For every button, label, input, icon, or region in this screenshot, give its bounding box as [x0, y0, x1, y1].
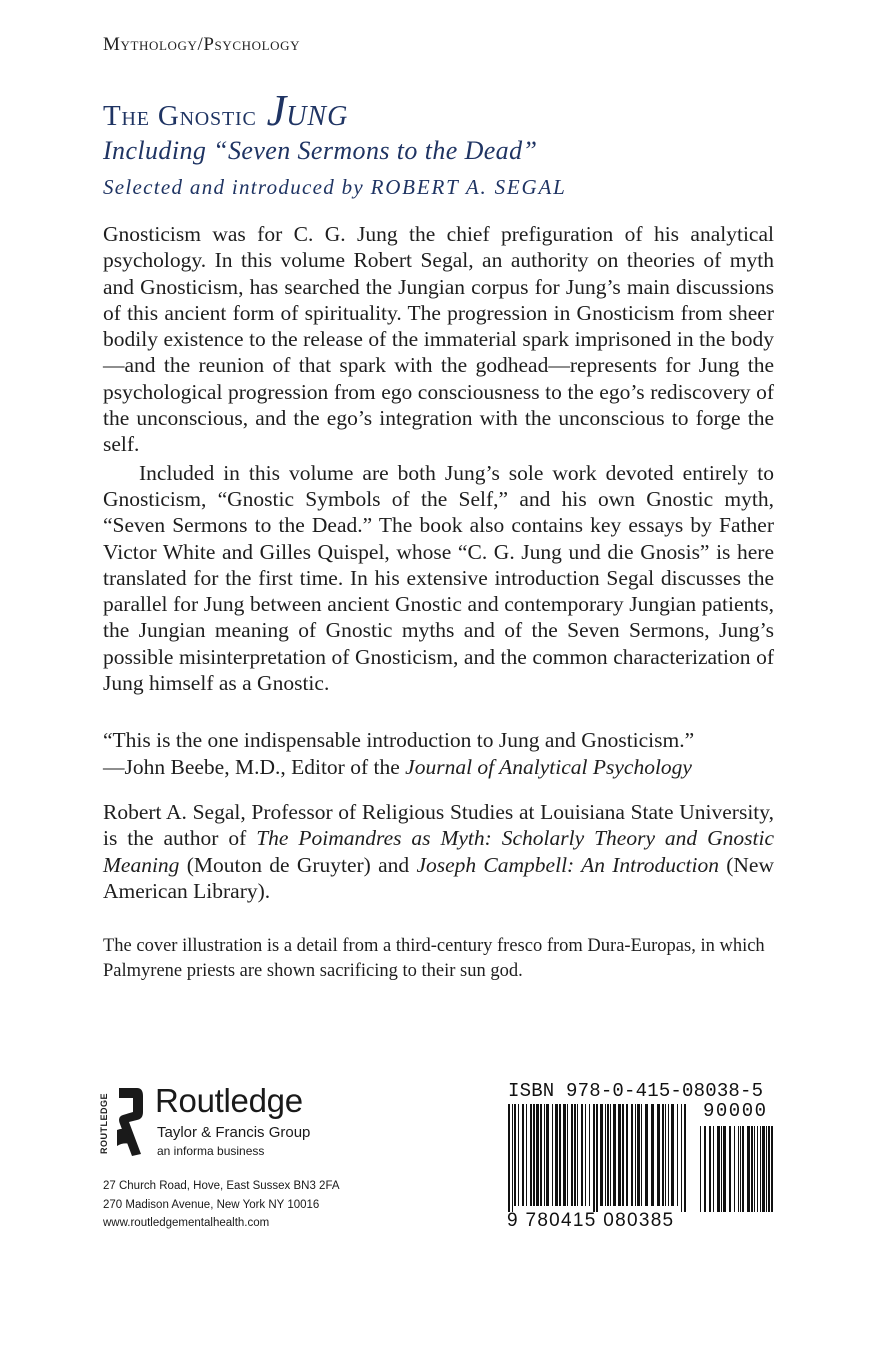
addon-bar [760, 1126, 761, 1212]
book-title [103, 86, 803, 136]
barcode-bar [593, 1104, 595, 1212]
addon-bar [717, 1126, 720, 1212]
barcode-bar [526, 1104, 527, 1206]
barcode-bar [571, 1104, 573, 1206]
addon-label: 90000 [703, 1100, 768, 1122]
publisher-group: Taylor & Francis Group [157, 1124, 311, 1141]
routledge-logo-icon [115, 1086, 145, 1158]
barcode-bar [668, 1104, 669, 1206]
barcode-bar [581, 1104, 583, 1206]
book-subtitle: Including “Seven Sermons to the Dead” [103, 136, 538, 165]
author-bio-text-3: (New American Library). [103, 852, 774, 903]
barcode-bar [607, 1104, 609, 1206]
barcode-bar [665, 1104, 666, 1206]
barcode-bar [589, 1104, 590, 1206]
barcode-bar [567, 1104, 568, 1206]
endorsement-attribution: —John Beebe, M.D., Editor of the [103, 754, 400, 779]
addon-bar [709, 1126, 711, 1212]
addon-bar [713, 1126, 714, 1212]
barcode-bar [651, 1104, 654, 1206]
addon-bar [742, 1126, 744, 1212]
editor-prefix: Selected and introduced by [103, 175, 365, 199]
barcode-bar [552, 1104, 553, 1206]
barcode-bar [662, 1104, 664, 1206]
barcode-bar [637, 1104, 640, 1206]
description [103, 221, 774, 696]
description-paragraph-1: Gnosticism was for C. G. Jung the chief prefiguration of his analytical psychology. In this volume Robert Segal, an authority on theories of myth and Gnosticism, has searched the Jungian corpus for Jung’s main discussions of this ancient form of spirituality. The progression in Gnosticism from sheer bodily existence to the release of the immaterial spark imprisoned in the body—and the reunion of that spark with the godhead—represents for Jung the psychological progression from ego consciousness to the ego’s rediscovery of the unconscious, and the ego’s integration with the unconscious to forge the self. [103, 222, 774, 457]
cover-note: The cover illustration is a detail from a third-century fresco from Dura-Europas, in which Palmyrene priests are shown sacrificing to their sun god. [103, 936, 765, 981]
title-rest: UNG [286, 101, 349, 132]
addon-bar [738, 1126, 739, 1212]
barcode-bar [508, 1104, 510, 1212]
barcode-bars [504, 1104, 784, 1222]
barcode-bar [671, 1104, 674, 1206]
addon-bar [734, 1126, 735, 1212]
barcode-bar [684, 1104, 686, 1212]
addon-bar [723, 1126, 726, 1212]
barcode-bar [635, 1104, 636, 1206]
publisher-website: www.routledgementalhealth.com [103, 1217, 270, 1229]
author-bio-book-2: Joseph Campbell: An Introduction [416, 852, 719, 877]
barcode-bar [574, 1104, 576, 1206]
title-prefix: The Gnostic [103, 100, 257, 132]
addon-bar [768, 1126, 770, 1212]
barcode-bar [645, 1104, 648, 1206]
barcode-bar [596, 1104, 598, 1212]
barcode [504, 1080, 784, 1240]
addon-bar [729, 1126, 731, 1212]
barcode-bar [677, 1104, 678, 1206]
barcode-bar [657, 1104, 660, 1206]
addon-bar [762, 1126, 765, 1212]
endorsement-quote: “This is the one indispensable introduction to Jung and Gnosticism.” [103, 728, 695, 752]
barcode-bar [514, 1104, 516, 1206]
barcode-bar [577, 1104, 578, 1206]
barcode-bar [530, 1104, 532, 1206]
barcode-bar [536, 1104, 539, 1206]
publisher-name: Routledge [155, 1082, 303, 1119]
barcode-bar [631, 1104, 633, 1206]
barcode-bar [605, 1104, 606, 1206]
addon-bar [740, 1126, 741, 1212]
barcode-bar [600, 1104, 603, 1206]
barcode-bar [555, 1104, 558, 1206]
barcode-bar [522, 1104, 524, 1206]
barcode-bar [641, 1104, 642, 1206]
address-line-1: 27 Church Road, Hove, East Sussex BN3 2FA [103, 1180, 340, 1192]
barcode-bar [512, 1104, 513, 1212]
endorsement-attribution-line [103, 754, 783, 781]
barcode-bar [622, 1104, 624, 1206]
editor-line [103, 172, 803, 202]
addon-bar [751, 1126, 753, 1212]
address-line-2: 270 Madison Avenue, New York NY 10016 [103, 1198, 320, 1211]
addon-bar [700, 1126, 701, 1212]
barcode-bar [626, 1104, 628, 1206]
barcode-bar [563, 1104, 566, 1206]
isbn-label: ISBN 978-0-415-08038-5 [508, 1080, 764, 1102]
barcode-bar [585, 1104, 586, 1206]
publisher-vertical-mark: ROUTLEDGE [99, 1092, 109, 1154]
author-bio [103, 799, 774, 904]
addon-bar [766, 1126, 767, 1212]
title-initial: J [266, 86, 287, 135]
addon-bar [704, 1126, 706, 1212]
barcode-bar [681, 1104, 682, 1212]
addon-bar [754, 1126, 755, 1212]
category-label: Mythology/Psychology [103, 34, 301, 55]
barcode-bar [546, 1104, 549, 1206]
barcode-bar [610, 1104, 611, 1206]
barcode-bar [559, 1104, 561, 1206]
barcode-bar [544, 1104, 545, 1206]
editor-name: ROBERT A. SEGAL [370, 175, 567, 199]
description-paragraph-2: Included in this volume are both Jung’s sole work devoted entirely to Gnosticism, “Gnostic Symbols of the Self,” and his own Gnostic myth, “Seven Sermons to the Dead.” The book also contains key essays by Father Victor White and Gilles Quispel, whose “C. G. Jung und die Gnosis” is here translated for the first time. In his extensive introduction Segal discusses the parallel for Jung between ancient Gnostic and contemporary Jungian patients, the Jungian meaning of Gnostic myths and of the Seven Sermons, Jung’s possible misinterpretation of Gnosticism, and the common characterization of Jung himself as a Gnostic. [103, 460, 774, 696]
ean-digits: 9 780415 080385 [507, 1210, 675, 1231]
endorsement [103, 727, 783, 780]
addon-bar [757, 1126, 758, 1212]
barcode-bar [540, 1104, 542, 1206]
publisher-address [103, 1177, 340, 1233]
addon-bar [771, 1126, 773, 1212]
author-bio-book-1: The Poimandres as Myth: Scholarly Theory and Gnostic Meaning [103, 826, 774, 877]
endorsement-journal: Journal of Analytical Psychology [405, 754, 692, 779]
barcode-bar [518, 1104, 519, 1206]
publisher-informa: an informa business [157, 1144, 265, 1158]
author-bio-text-1: Robert A. Segal, Professor of Religious Studies at Louisiana State University, is the author of [103, 800, 774, 851]
barcode-bar [613, 1104, 616, 1206]
addon-bar [721, 1126, 722, 1212]
barcode-bar [618, 1104, 621, 1206]
addon-bar [747, 1126, 750, 1212]
author-bio-text-2: (Mouton de Gruyter) and [186, 852, 410, 877]
barcode-bar [533, 1104, 535, 1206]
title-block [103, 86, 803, 202]
